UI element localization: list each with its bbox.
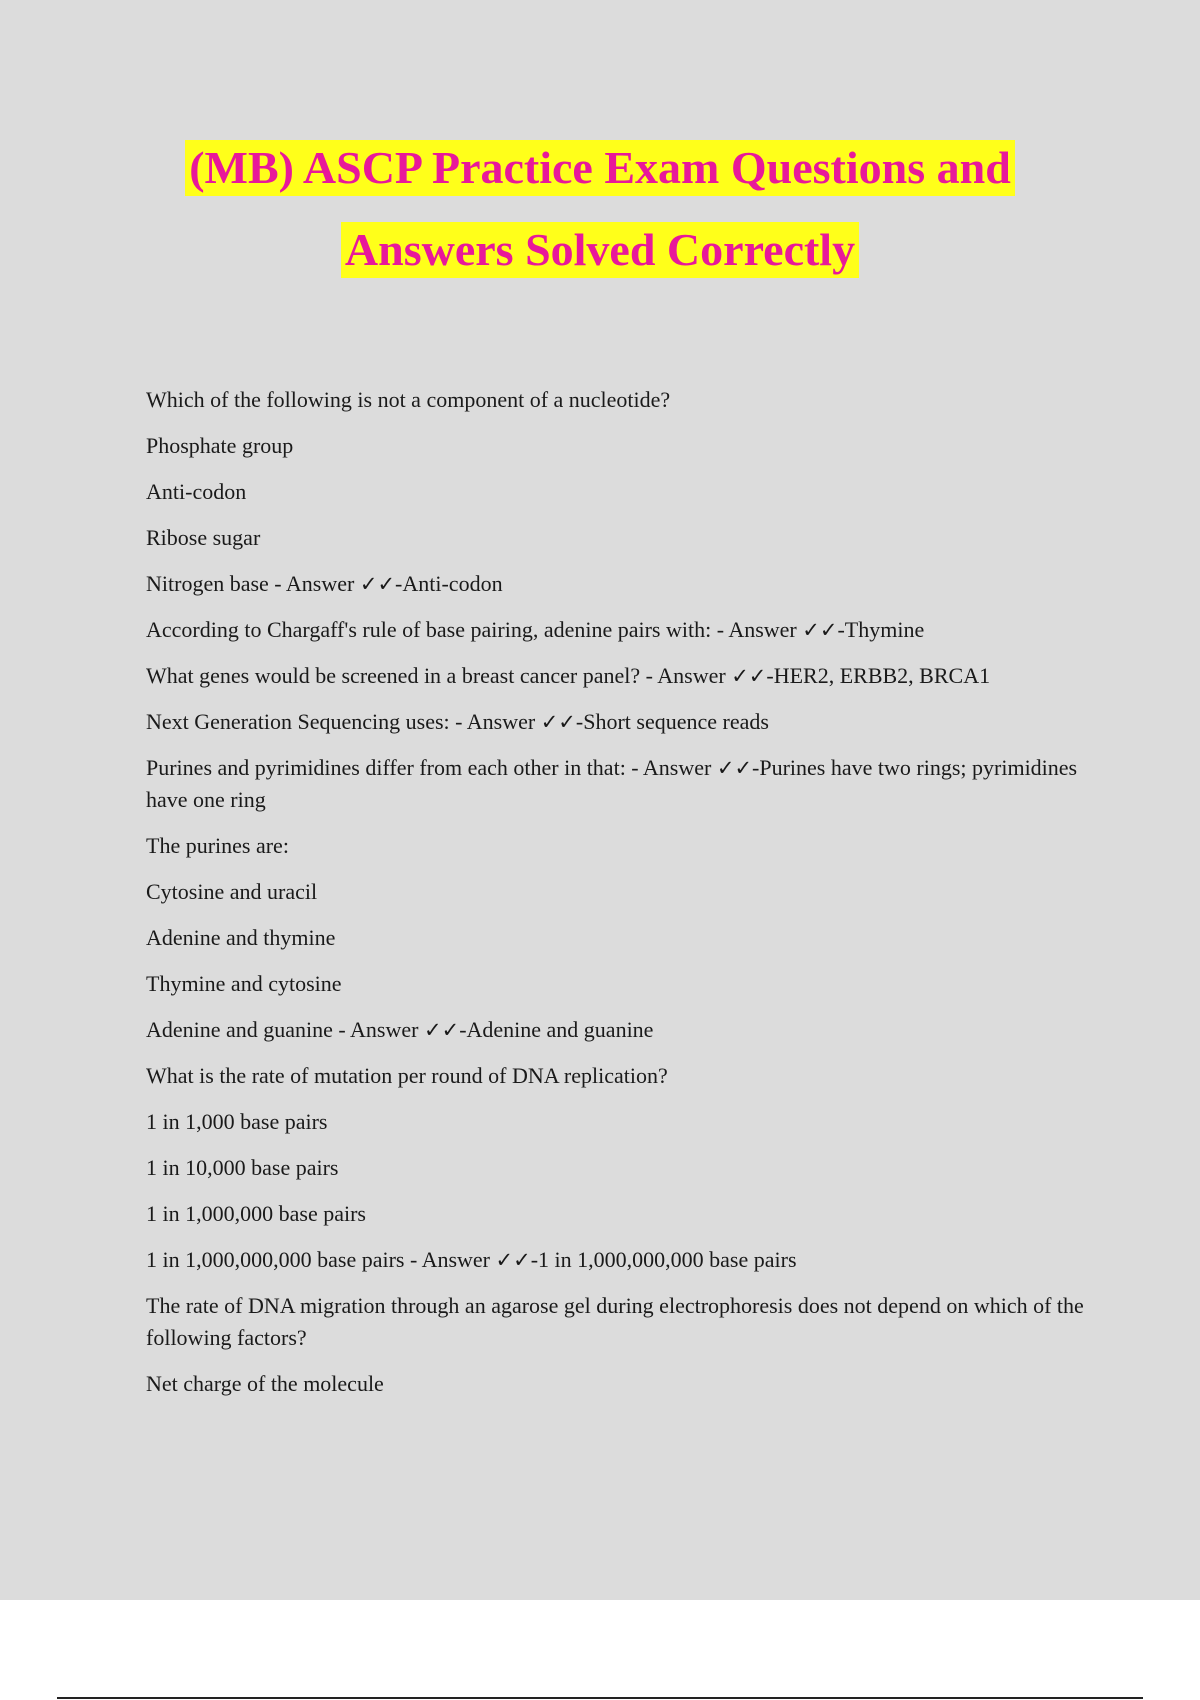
answer-text: -HER2, ERBB2, BRCA1 [766,663,991,688]
answer-line [146,660,1096,692]
answer-line [146,1244,1096,1276]
answer-line [146,568,1096,600]
answer-line [146,1014,1096,1046]
answer-text: -Purines have two rings; pyrimidines have one ring [146,755,1078,812]
line-text: What genes would be screened in a breast cancer panel? - Answer [146,663,732,688]
line-text: Which of the following is not a component of a nucleotide? [146,387,671,412]
answer-text: -1 in 1,000,000,000 base pairs [530,1247,797,1272]
checkmark-icon: ✓✓ [731,664,767,688]
line-text: Adenine and guanine - Answer [146,1017,424,1042]
question-line [146,384,1096,416]
question-line [146,922,1096,954]
line-text: 1 in 1,000,000,000 base pairs - Answer [146,1247,496,1272]
question-line [146,522,1096,554]
checkmark-icon: ✓✓ [495,1248,531,1272]
question-line [146,1290,1096,1354]
question-list [146,384,1096,1414]
document-title [0,140,1200,278]
line-text: 1 in 1,000 base pairs [146,1109,328,1134]
line-text: The rate of DNA migration through an agarose gel during electrophoresis does not depend on which of the following factors? [146,1293,1084,1350]
answer-text: -Adenine and guanine [459,1017,654,1042]
title-line-1: (MB) ASCP Practice Exam Questions and [185,140,1015,196]
line-text: According to Chargaff's rule of base pairing, adenine pairs with: - Answer [146,617,803,642]
checkmark-icon: ✓✓ [359,572,396,596]
answer-line [146,614,1096,646]
line-text: Adenine and thymine [146,925,336,950]
line-text: Next Generation Sequencing uses: - Answer [146,709,541,734]
answer-line [146,752,1096,816]
line-text: Ribose sugar [146,525,261,550]
line-text: Purines and pyrimidines differ from each other in that: - Answer [146,755,717,780]
question-line [146,476,1096,508]
question-line [146,1152,1096,1184]
question-line [146,830,1096,862]
line-text: Cytosine and uracil [146,879,318,904]
line-text: Thymine and cytosine [146,971,342,996]
line-text: Phosphate group [146,433,294,458]
checkmark-icon: ✓✓ [802,618,838,642]
line-text: What is the rate of mutation per round of DNA replication? [146,1063,668,1088]
question-line [146,1368,1096,1400]
line-text: Net charge of the molecule [146,1371,384,1396]
line-text: Nitrogen base - Answer [146,571,360,596]
question-line [146,1106,1096,1138]
answer-text: -Thymine [837,617,925,642]
checkmark-icon: ✓✓ [716,756,753,780]
question-line [146,1198,1096,1230]
question-line [146,968,1096,1000]
line-text: 1 in 10,000 base pairs [146,1155,339,1180]
checkmark-icon: ✓✓ [540,710,576,734]
answer-text: -Anti-codon [395,571,503,596]
question-line [146,876,1096,908]
checkmark-icon: ✓✓ [423,1018,460,1042]
line-text: The purines are: [146,833,289,858]
line-text: Anti-codon [146,479,247,504]
question-line [146,1060,1096,1092]
question-line [146,430,1096,462]
answer-line [146,706,1096,738]
answer-text: -Short sequence reads [575,709,769,734]
title-line-2: Answers Solved Correctly [341,222,859,278]
footer-divider [57,1697,1143,1699]
line-text: 1 in 1,000,000 base pairs [146,1201,366,1226]
